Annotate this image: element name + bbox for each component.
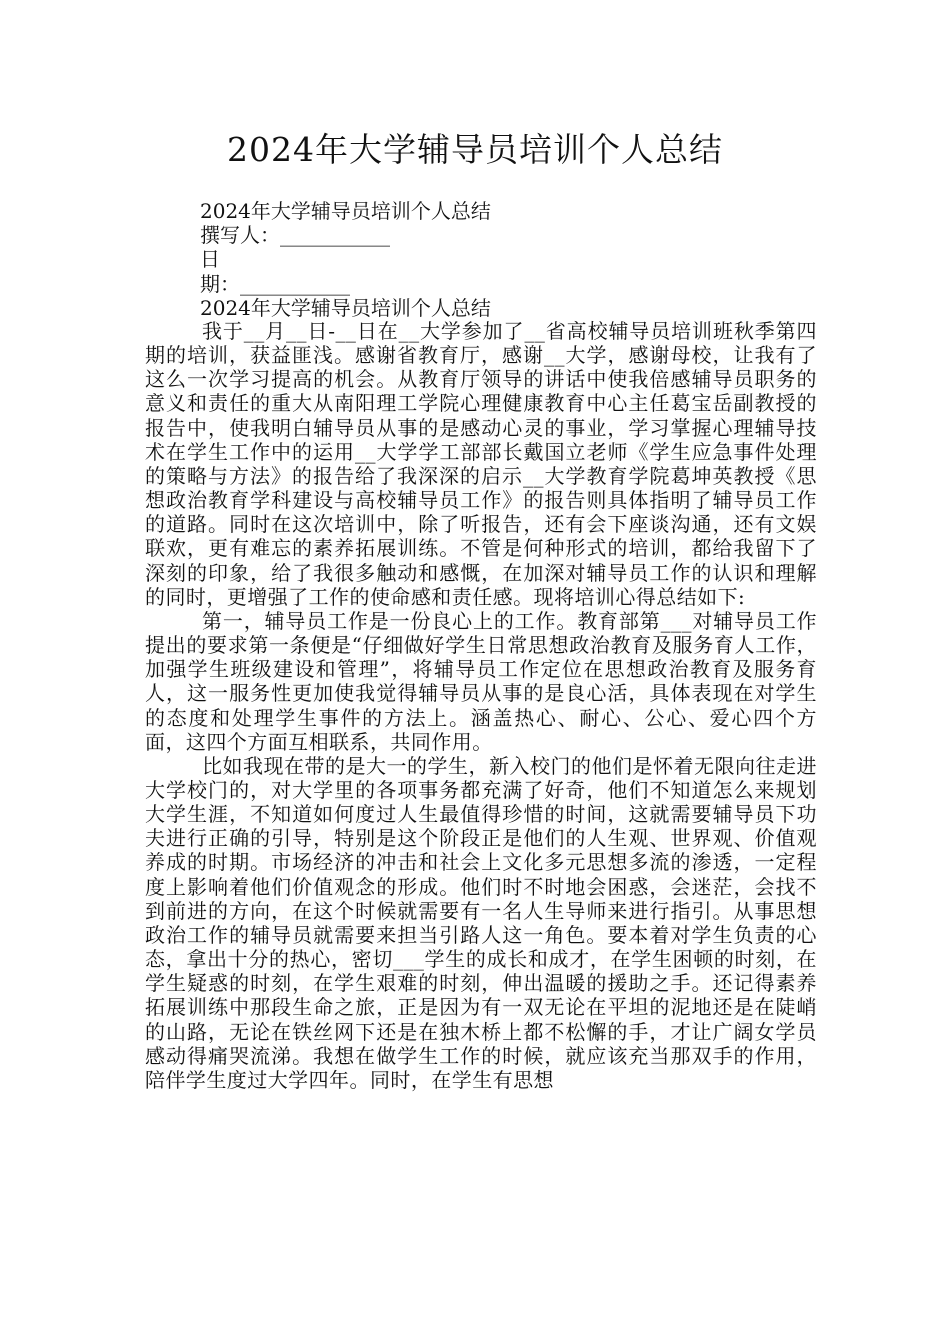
date-line: 期：___________ (200, 271, 350, 296)
document-header-block (200, 199, 820, 320)
paragraph-example: 比如我现在带的是大一的学生，新入校门的他们是怀着无限向往走进大学校门的，对大学里的各项事务都充满了好奇，他们不知道怎么来规划大学生涯，不知道如何度过人生最值得珍惜的时间，这就需要辅导员下功夫进行正确的引导，特别是这个阶段正是他们的人生观、世界观、价值观养成的时期。市场经济的冲击和社会上文化多元思想多流的渗透，一定程度上影响着他们价值观念的形成。他们时不时地会困惑，会迷茫，会找不到前进的方向，在这个时候就需要有一名人生导师来进行指引。从事思想政治工作的辅导员就需要来担当引路人这一角色。要本着对学生负责的心态，拿出十分的热心，密切___学生的成长和成才，在学生困顿的时刻，在学生疑惑的时刻，在学生艰难的时刻，伸出温暖的援助之手。还记得素养拓展训练中那段生命之旅，正是因为有一双无论在平坦的泥地还是在陡峭的山路，无论在铁丝网下还是在独木桥上都不松懈的手，才让广阔女学员感动得痛哭流涕。我想在做学生工作的时候，就应该充当那双手的作用，陪伴学生度过大学四年。同时，在学生有思想 (145, 753, 817, 1092)
paragraph-intro: 我于__月__日-__日在__大学参加了__省高校辅导员培训班秋季第四期的培训，获益匪浅。感谢省教育厅，感谢__大学，感谢母校，让我有了这么一次学习提高的机会。从教育厅领导的讲话中使我倍感辅导员职务的意义和责任的重大从南阳理工学院心理健康教育中心主任葛宝岳副教授的报告中，使我明白辅导员从事的是感动心灵的事业，学习掌握心理辅导技术在学生工作中的运用__大学学工部部长戴国立老师《学生应急事件处理的策略与方法》的报告给了我深深的启示__大学教育学院葛坤英教授《思想政治教育学科建设与高校辅导员工作》的报告则具体指明了辅导员工作的道路。同时在这次培训中，除了听报告，还有会下座谈沟通，还有文娱联欢，更有难忘的素养拓展训练。不管是何种形式的培训，都给我留下了深刻的印象，给了我很多触动和感慨，在加深对辅导员工作的认识和理解的同时，更增强了工作的使命感和责任感。现将培训心得总结如下: (145, 319, 817, 609)
repeat-title: 2024年大学辅导员培训个人总结 (200, 295, 491, 320)
subtitle: 2024年大学辅导员培训个人总结 (200, 199, 491, 223)
document-title: 2024年大学辅导员培训个人总结 (227, 130, 723, 169)
date-line-label: 日 (200, 247, 220, 272)
author-line: 撰写人：___________ (200, 223, 390, 248)
paragraph-first-point: 第一，辅导员工作是一份良心上的工作。教育部第___对辅导员工作提出的要求第一条便是“仔细做好学生日常思想政治教育及服务育人工作，加强学生班级建设和管理”，将辅导员工作定位在思想政治教育及服务育人，这一服务性更加使我觉得辅导员从事的是良心活，具体表现在对学生的态度和处理学生事件的方法上。涵盖热心、耐心、公心、爱心四个方面，这四个方面互相联系，共同作用。 (145, 608, 817, 754)
document-body (145, 319, 817, 1092)
